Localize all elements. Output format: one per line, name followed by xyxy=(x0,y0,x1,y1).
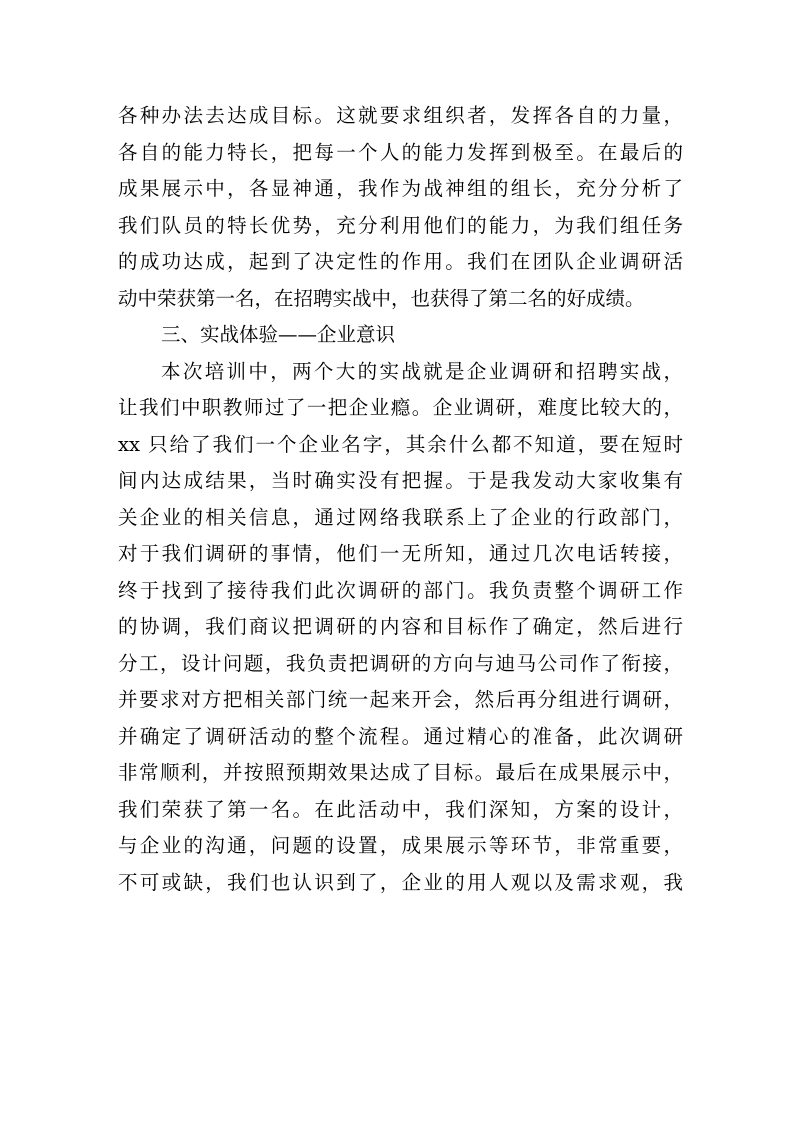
text-line: 的成功达成，起到了决定性的作用。我们在团队企业调研活 xyxy=(118,250,683,273)
text-line: 非常顺利，并按照预期效果达成了目标。最后在成果展示中， xyxy=(118,761,683,784)
text-line: 分工，设计问题，我负责把调研的方向与迪马公司作了衔接， xyxy=(118,651,683,675)
text-line: 与企业的沟通，问题的设置，成果展示等环节，非常重要， xyxy=(118,834,683,857)
body-text xyxy=(118,98,683,901)
text-line: 对于我们调研的事情，他们一无所知，通过几次电话转接， xyxy=(118,542,683,565)
text-line: 关企业的相关信息，通过网络我联系上了企业的行政部门， xyxy=(118,505,683,529)
text-line: 成果展示中，各显神通，我作为战神组的组长，充分分析了 xyxy=(118,177,683,200)
section-heading: 三、实战体验——企业意识 xyxy=(161,323,396,346)
text-line: 各自的能力特长，把每一个人的能力发挥到极至。在最后的 xyxy=(118,140,683,164)
text-line: 各种办法去达成目标。这就要求组织者，发挥各自的力量， xyxy=(118,104,683,127)
text-line: xx 只给了我们一个企业名字，其余什么都不知道，要在短时 xyxy=(118,432,683,456)
text-line: 的协调，我们商议把调研的内容和目标作了确定，然后进行 xyxy=(118,615,683,638)
text-line: 终于找到了接待我们此次调研的部门。我负责整个调研工作 xyxy=(118,578,683,602)
text-line: 间内达成结果，当时确实没有把握。于是我发动大家收集有 xyxy=(118,469,683,492)
text-line: 并要求对方把相关部门统一起来开会，然后再分组进行调研， xyxy=(118,688,683,711)
text-line: 让我们中职教师过了一把企业瘾。企业调研，难度比较大的， xyxy=(118,396,683,419)
text-line: 本次培训中，两个大的实战就是企业调研和招聘实战， xyxy=(161,359,683,383)
text-line: 动中荣获第一名，在招聘实战中，也获得了第二名的好成绩。 xyxy=(118,286,645,310)
text-line: 并确定了调研活动的整个流程。通过精心的准备，此次调研 xyxy=(118,724,683,748)
text-line: 我们队员的特长优势，充分利用他们的能力，为我们组任务 xyxy=(118,213,683,237)
text-line: 我们荣获了第一名。在此活动中，我们深知，方案的设计， xyxy=(118,797,683,821)
text-line: 不可或缺，我们也认识到了，企业的用人观以及需求观，我 xyxy=(118,870,683,894)
